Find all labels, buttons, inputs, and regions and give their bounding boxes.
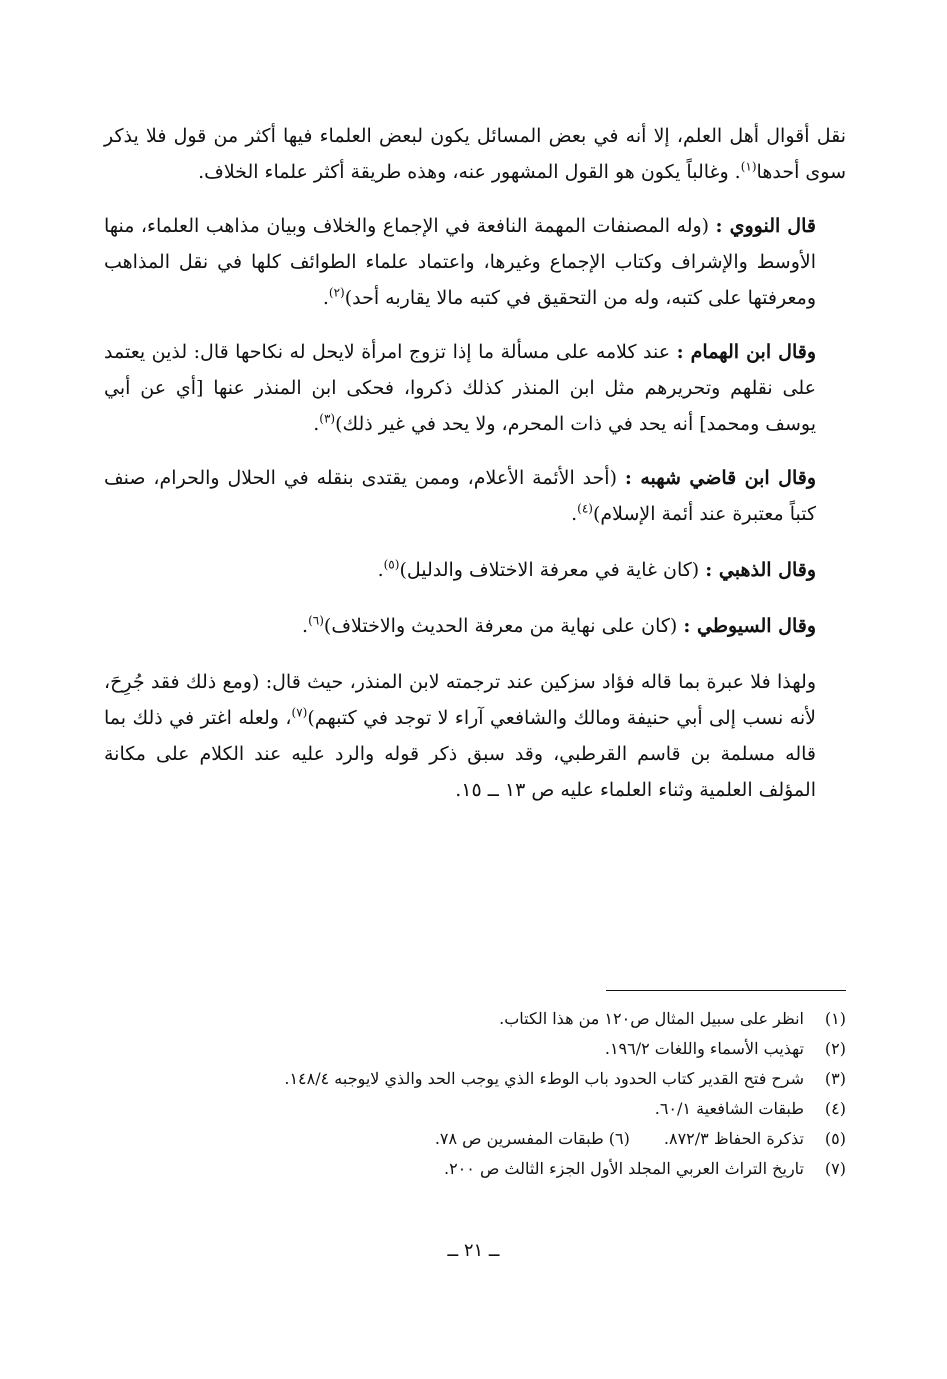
footnote-number: (٤): [824, 1099, 846, 1118]
paragraph-text: (وله المصنفات المهمة النافعة في الإجماع والخلاف وبيان مذاهب العلماء، منها الأوسط والإشراف وكتاب الإجماع وغيرها، واعتماد علماء الطوائف كلها في نقل المذاهب ومعرفتها على كتبه، وله من التحقيق في كتبه مالا يقاربه أحد): [104, 215, 816, 309]
paragraph-text: عند كلامه على مسألة ما إذا تزوج امرأة لايحل له نكاحها قال: لذين يعتمد على نقلهم وتحريرهم مثل ابن المنذر كذلك ذكروا، فحكى ابن المنذر عنها [أي عن أبي يوسف ومحمد] أنه يحد في ذات المحرم، ولا يحد في غير ذلك): [104, 341, 816, 435]
footnote-number: (١): [824, 1009, 846, 1028]
footnote-ref: (١): [740, 159, 757, 174]
footnote-item: [104, 1004, 846, 1034]
paragraph-text: (أحد الأئمة الأعلام، وممن يقتدى بنقله في الحلال والحرام، صنف كتباً معتبرة عند أئمة الإسلام): [104, 467, 816, 525]
quote-lead: وقال ابن قاضي شهبه :: [624, 467, 816, 489]
footnote-ref: (٦): [308, 613, 324, 628]
paragraph-nawawi: [104, 208, 846, 316]
page-number: ــ ٢١ ــ: [447, 1240, 500, 1261]
quote-lead: قال النووي :: [715, 215, 816, 237]
paragraph-text: (كان على نهاية من معرفة الحديث والاختلاف): [323, 615, 684, 637]
paragraph-suyuti: [104, 608, 846, 644]
footnote-item: [104, 1034, 846, 1064]
footnote-divider: [606, 990, 846, 991]
footnote-ref: (٤): [577, 501, 593, 516]
paragraph-text: ولهذا فلا عبرة بما قاله فؤاد سزكين عند ترجمته لابن المنذر، حيث قال: (ومع ذلك فقد جُرِحَ، لأنه نسب إلى أبي حنيفة ومالك والشافعي آراء لا توجد في كتبهم): [104, 671, 816, 729]
footnote-text: طبقات المفسرين ص ٧٨.: [434, 1129, 604, 1148]
paragraph-tail: . وغالباً يكون هو القول المشهور عنه، وهذه طريقة أكثر علماء الخلاف.: [198, 161, 741, 183]
quote-lead: وقال ابن الهمام :: [676, 341, 816, 363]
footnote-text: تهذيب الأسماء واللغات ١٩٦/٢.: [604, 1039, 804, 1058]
footnote-number: (٧): [824, 1159, 846, 1178]
footnote-item: [104, 1154, 846, 1184]
paragraph-text: نقل أقوال أهل العلم، إلا أنه في بعض المسائل يكون لبعض العلماء فيها أكثر من قول فلا يذكر سوى أحدها: [104, 125, 846, 183]
quote-lead: وقال الذهبي :: [705, 559, 816, 581]
footnote-ref: (٣): [319, 411, 336, 426]
paragraph-tail: .: [571, 503, 578, 525]
paragraph-tail: ، ولعله اغتر في ذلك بما قاله مسلمة بن قاسم القرطبي، وقد سبق ذكر قوله والرد عليه عند الكلام على مكانة المؤلف العلمية وثناء العلماء عليه ص ١٣ ــ ١٥.: [104, 707, 816, 801]
footnote-ref: (٢): [328, 285, 345, 300]
footnote-number: (٥): [824, 1129, 846, 1148]
paragraph-tail: .: [302, 615, 309, 637]
footnote-text: تاريخ التراث العربي المجلد الأول الجزء الثالث ص ٢٠٠.: [443, 1159, 804, 1178]
paragraph-text: (كان غاية في معرفة الاختلاف والدليل): [399, 559, 706, 581]
quote-lead: وقال السيوطي :: [683, 615, 816, 637]
paragraph-dhahabi: [104, 552, 846, 588]
footnote-item: [104, 1064, 846, 1094]
footnote-item: [104, 1094, 846, 1124]
footnote-item: [104, 1124, 846, 1154]
paragraph-ibn-humam: [104, 334, 846, 442]
footnote-number: (٣): [824, 1069, 846, 1088]
footnote-number: (٦): [608, 1129, 630, 1148]
footnote-ref: (٧): [291, 705, 308, 720]
footnote-number: (٢): [824, 1039, 846, 1058]
paragraph-intro: [104, 118, 846, 190]
paragraph-tail: .: [313, 413, 320, 435]
footnote-list: [104, 1004, 846, 1184]
footnote-ref: (٥): [383, 557, 400, 572]
paragraph-tail: .: [377, 559, 384, 581]
paragraph-sezgin: [104, 664, 846, 808]
footnote-text: طبقات الشافعية ٦٠/١.: [654, 1099, 804, 1118]
main-text: [104, 118, 846, 808]
paragraph-ibn-qadi-shuhbah: [104, 460, 846, 532]
footnote-text: تذكرة الحفاظ ٨٧٢/٣.: [663, 1129, 804, 1148]
footnote-text: انظر على سبيل المثال ص١٢٠ من هذا الكتاب.: [499, 1009, 804, 1028]
paragraph-tail: .: [322, 287, 329, 309]
footnote-text: شرح فتح القدير كتاب الحدود باب الوطء الذي يوجب الحد والذي لايوجبه ١٤٨/٤.: [284, 1069, 804, 1088]
